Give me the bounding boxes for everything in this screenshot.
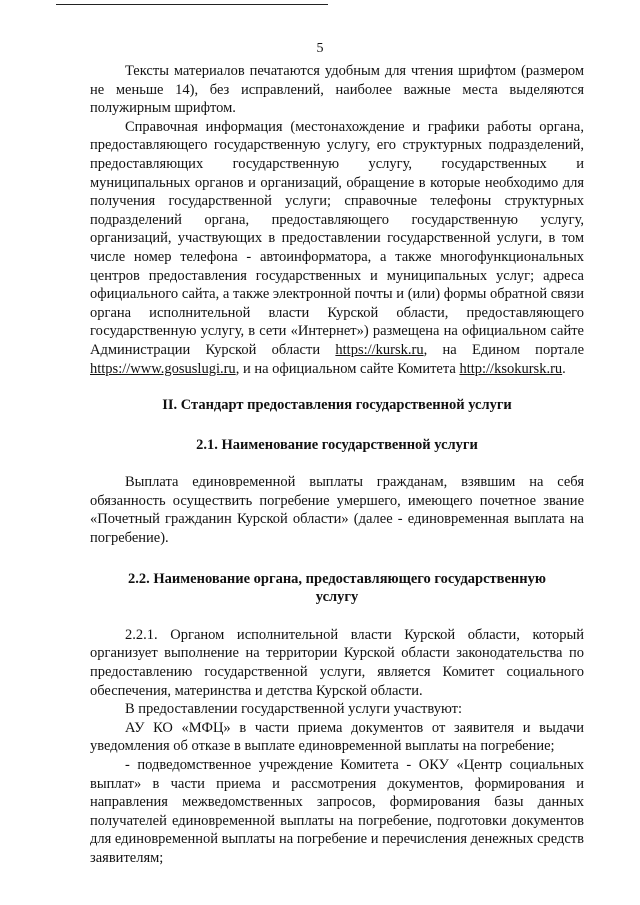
reference-info-text-3: , и на официальном сайте Комитета bbox=[235, 360, 460, 377]
section-heading-standard: II. Стандарт предоставления государственной услуги bbox=[162, 397, 512, 414]
document-body bbox=[90, 62, 584, 868]
paragraph-social-payments-center: - подведомственное учреждение Комитета - ОКУ «Центр социальных выплат» в части приема и рассмотрения документов, формирования и направления межведомственных запросов, формирования базы данных получателей единовременной выплаты на погребение, подготовки документов для единовременной выплаты на погребение и перечисления денежных средств заявителям; bbox=[90, 757, 584, 866]
reference-info-text: Справочная информация (местонахождение и графики работы органа, предоставляющего государственную услугу, его структурных подразделений, предоставляющих государственную услугу, государственных и муниципальных органов и организаций, обращение в которые необходимо для получения государственной услуги; справочные телефоны структурных подразделений органа, предоставляющего государственную услугу, организаций, участвующих в предоставлении государственной услуги, в том числе номер телефона - автоинформатора, а также многофункциональных центров предоставления государственных и муниципальных услуг; адреса официального сайта, а также электронной почты и (или) формы обратной связи органа исполнительной власти Курской области, предоставляющего государственную услугу, в сети «Интернет») размещена на официальном сайте Администрации Курской области bbox=[90, 118, 584, 358]
committee-site-link[interactable]: http://ksokursk.ru bbox=[459, 360, 563, 377]
paragraph-participants-intro: В предоставлении государственной услуги участвуют: bbox=[125, 701, 462, 718]
paragraph-font-requirements: Тексты материалов печатаются удобным для чтения шрифтом (размером не меньше 14), без исправлений, наиболее важные места выделяются полужирным шрифтом. bbox=[90, 63, 584, 117]
top-rule bbox=[56, 4, 328, 5]
reference-info-text-2: , на Едином портале bbox=[423, 341, 585, 358]
page-number: 5 bbox=[316, 41, 324, 56]
reference-info-text-4: . bbox=[562, 360, 566, 377]
subsection-heading-service-name: 2.1. Наименование государственной услуги bbox=[196, 436, 478, 453]
paragraph-service-name: Выплата единовременной выплаты гражданам, взявшим на себя обязанность осуществить погребение умершего, имеющего почетное звание «Почетный гражданин Курской области» (далее - единовременная выплата на погребение). bbox=[90, 474, 584, 547]
kursk-site-link[interactable]: https://kursk.ru bbox=[335, 341, 424, 358]
paragraph-authority: 2.2.1. Органом исполнительной власти Курской области, который организует выполнение на территории Курской области законодательства по предоставлению государственной услуги, является Комитет социального обеспечения, материнства и детства Курской области. bbox=[90, 626, 584, 699]
paragraph-mfc: АУ КО «МФЦ» в части приема документов от заявителя и выдачи уведомления об отказе в выплате единовременной выплаты на погребение; bbox=[90, 719, 584, 755]
paragraph-reference-info bbox=[90, 118, 584, 378]
subsection-heading-authority: 2.2. Наименование органа, предоставляющего государственную услугу bbox=[128, 570, 546, 606]
gosuslugi-link[interactable]: https://www.gosuslugi.ru bbox=[90, 360, 236, 377]
